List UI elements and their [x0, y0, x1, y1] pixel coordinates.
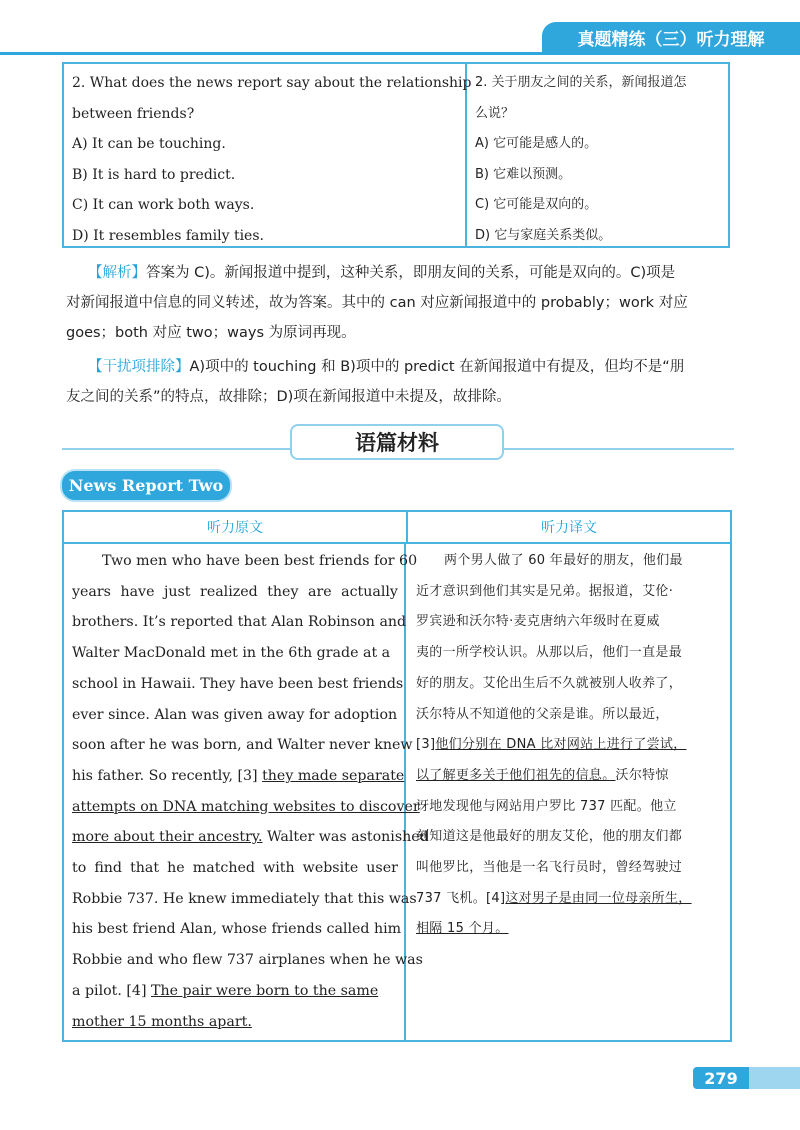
- analysis-paragraph: [66, 258, 734, 348]
- translation-line: 相隔 15 个月。: [416, 921, 509, 937]
- option-c-cn: C) 它可能是双向的。: [475, 197, 598, 212]
- question-line: 2. What does the news report say about the relationship: [72, 75, 472, 91]
- transcript-line: Robbie 737. He knew immediately that this was: [72, 890, 417, 907]
- transcript-line: his best friend Alan, whose friends called him: [72, 921, 402, 938]
- translation-line: 以了解更多关于他们祖先的信息。沃尔特惊: [416, 767, 669, 783]
- question-line-cn: 么说？: [475, 105, 515, 121]
- option-a: A) It can be touching.: [72, 136, 226, 152]
- distractor-paragraph: [66, 352, 734, 412]
- translation-line: 沃尔特从不知道他的父亲是谁。所以最近，: [416, 706, 669, 722]
- section-title: 语篇材料: [290, 424, 504, 460]
- translation-line: 叫他罗比，当他是一名飞行员时，曾经驾驶过: [416, 860, 683, 876]
- transcript-line: Robbie and who flew 737 airplanes when he was: [72, 952, 423, 969]
- translation-line: 讶地发现他与网站用户罗比 737 匹配。他立: [416, 798, 677, 814]
- page-number-tail: [749, 1067, 800, 1089]
- distractor-text: A)项中的 touching 和 B)项中的 predict 在新闻报道中有提及，但均不是“朋: [189, 359, 685, 375]
- header-divider: [0, 52, 800, 55]
- analysis-text: 答案为 C)。新闻报道中提到，这种关系，即朋友间的关系，可能是双向的。C)项是: [146, 265, 676, 281]
- option-b-cn: B) 它难以预测。: [475, 166, 572, 182]
- transcript-line: ever since. Alan was given away for adoption: [72, 706, 398, 723]
- transcript-line: his father. So recently, [3] they made separate: [72, 767, 405, 784]
- translation-line: 罗宾逊和沃尔特·麦克唐纳六年级时在夏威: [416, 614, 660, 630]
- translation-line: 好的朋友。艾伦出生后不久就被别人收养了，: [416, 675, 683, 691]
- translation-line: 刻知道这是他最好的朋友艾伦，他的朋友们都: [416, 829, 683, 845]
- page-number: 279: [693, 1067, 749, 1089]
- analysis-tag: 【解析】: [88, 265, 146, 281]
- translation-line: 夷的一所学校认识。从那以后，他们一直是最: [416, 645, 683, 661]
- header-original: 听力原文: [64, 512, 408, 542]
- translation-line: [3]他们分别在 DNA 比对网站上进行了尝试，: [416, 737, 687, 753]
- transcript-line: brothers. It’s reported that Alan Robinson and: [72, 614, 407, 631]
- transcript-english: [64, 544, 429, 1042]
- translation-line: 近才意识到他们其实是兄弟。据报道，艾伦·: [416, 583, 674, 599]
- transcript-line: soon after he was born, and Walter never knew: [72, 737, 413, 754]
- option-c: C) It can work both ways.: [72, 197, 255, 213]
- question-english: [64, 64, 472, 246]
- transcript-line: school in Hawaii. They have been best friends: [72, 675, 404, 692]
- table-header: [64, 512, 730, 544]
- question-table: [62, 62, 730, 248]
- header-translation: 听力译文: [541, 520, 597, 536]
- transcript-line: to find that he matched with website user: [72, 860, 398, 877]
- translation-line: 两个男人做了 60 年最好的朋友，他们最: [444, 553, 683, 568]
- transcript-table: [62, 510, 732, 1042]
- transcript-line: Walter MacDonald met in the 6th grade at a: [72, 645, 391, 662]
- transcript-line: more about their ancestry. Walter was astonished: [72, 829, 429, 846]
- translation-line: 737 飞机。[4]这对男子是由同一位母亲所生，: [416, 890, 692, 906]
- option-d-cn: D) 它与家庭关系类似。: [475, 227, 612, 243]
- distractor-tag: 【干扰项排除】: [88, 359, 190, 375]
- question-chinese: [467, 64, 728, 246]
- question-line-cn: 2. 关于朋友之间的关系，新闻报道怎: [475, 75, 687, 90]
- question-line: between friends?: [72, 105, 195, 122]
- transcript-line: a pilot. [4] The pair were born to the same: [72, 982, 379, 999]
- transcript-line: attempts on DNA matching websites to discover: [72, 798, 420, 815]
- option-d: D) It resembles family ties.: [72, 227, 264, 244]
- transcript-line: mother 15 months apart.: [72, 1013, 252, 1030]
- transcript-line: Two men who have been best friends for 60: [102, 553, 418, 569]
- distractor-text: 友之间的关系”的特点，故排除；D)项在新闻报道中未提及，故排除。: [66, 389, 511, 405]
- analysis-text: goes；both 对应 two；ways 为原词再现。: [66, 325, 356, 341]
- transcript-line: years have just realized they are actually: [72, 583, 398, 600]
- option-a-cn: A) 它可能是感人的。: [475, 136, 598, 151]
- analysis-text: 对新闻报道中信息的同义转述，故为答案。其中的 can 对应新闻报道中的 probably；work 对应: [66, 295, 688, 311]
- news-report-label: News Report Two: [60, 469, 232, 502]
- chapter-header: 真题精练（三）听力理解: [542, 22, 800, 52]
- option-b: B) It is hard to predict.: [72, 166, 236, 183]
- transcript-chinese: [406, 544, 730, 1042]
